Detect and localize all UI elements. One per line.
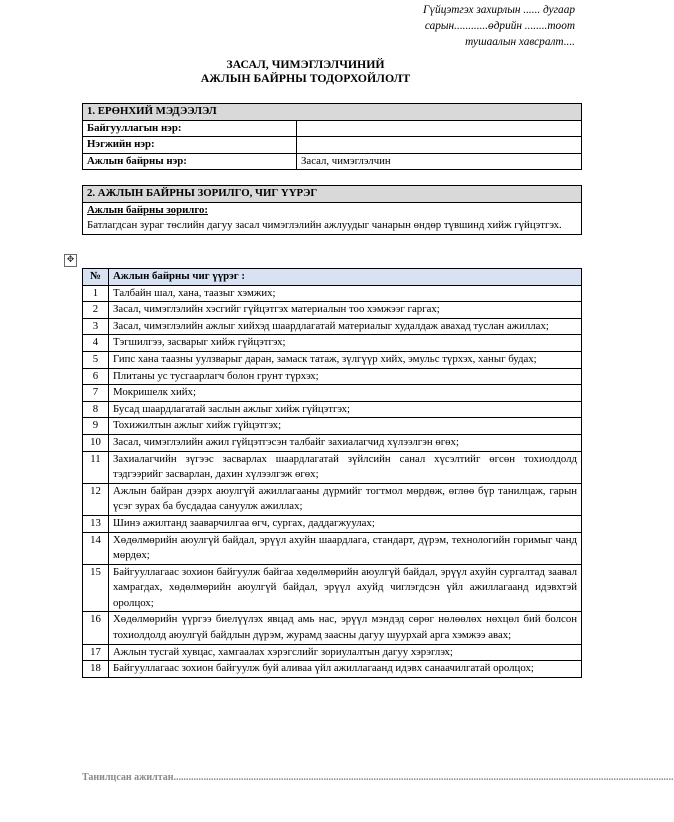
title-line-2: АЖЛЫН БАЙРНЫ ТОДОРХОЙЛОЛТ xyxy=(200,71,411,85)
approval-line-3: тушаалын хавсралт.... xyxy=(465,36,575,48)
duty-number: 13 xyxy=(83,515,109,532)
table-row xyxy=(83,564,582,612)
table-row xyxy=(83,434,582,451)
duty-number: 18 xyxy=(83,661,109,678)
unit-name-label: Нэгжийн нэр: xyxy=(83,137,297,154)
approval-note xyxy=(423,2,575,50)
duty-text: Плитаны ус тусгаарлагч болон грунт түрхэх; xyxy=(109,368,582,385)
duty-number: 4 xyxy=(83,335,109,352)
duty-number: 16 xyxy=(83,612,109,644)
duty-number: 15 xyxy=(83,564,109,612)
duties-header-row xyxy=(83,269,582,286)
duty-number: 5 xyxy=(83,351,109,368)
table-row xyxy=(83,644,582,661)
duty-number: 9 xyxy=(83,418,109,435)
goal-text: Батлагдсан зураг төслийн дагуу засал чимэглэлийн ажлуудыг чанарын өндөр түвшинд хийж гүйцэтгэх. xyxy=(87,219,562,231)
duty-number: 1 xyxy=(83,285,109,302)
table-row xyxy=(83,418,582,435)
duties-body xyxy=(83,285,582,677)
table-row xyxy=(83,302,582,319)
duty-text: Байгууллагаас зохион байгуулж байгаа хөдөлмөрийн аюулгүй байдал, эрүүл ахуйн сургалтад заавал хамрагдах, хөдөлмөрийн аюулгүй байдал, эрүүл ахуйд чиглэгдсэн үйл ажиллагаанд идэвхтэй оролцох; xyxy=(109,564,582,612)
duty-number: 12 xyxy=(83,483,109,515)
duty-text: Засал, чимэглэлийн хэсгийг гүйцэтгэх материалын тоо хэмжээг гаргах; xyxy=(109,302,582,319)
unit-name-value[interactable] xyxy=(297,137,582,154)
table-row xyxy=(83,661,582,678)
goal-table xyxy=(82,185,582,235)
duty-text: Байгууллагаас зохион байгуулж буй аливаа үйл ажиллагаанд идэвх санаачилгатай оролцох; xyxy=(109,661,582,678)
duty-text: Ажлын тусгай хувцас, хамгаалах хэрэгслийг зориулалтын дагуу хэрэглэх; xyxy=(109,644,582,661)
table-row xyxy=(83,515,582,532)
duty-text: Ажлын байран дээрх аюулгүй ажиллагааны дүрмийг тогтмол мөрдөж, өглөө бүр танилцаж, гарын үсэг зурах ба бусдадаа сануулж ажиллах; xyxy=(109,483,582,515)
table-row xyxy=(83,153,582,170)
table-row xyxy=(83,483,582,515)
section-1-heading: 1. ЕРӨНХИЙ МЭДЭЭЛЭЛ xyxy=(83,104,582,121)
table-row xyxy=(83,612,582,644)
goal-cell xyxy=(83,202,582,234)
table-row xyxy=(83,451,582,483)
duty-text: Засал, чимэглэлийн ажил гүйцэтгэсэн талбайг захиалагчид хүлээлгэн өгөх; xyxy=(109,434,582,451)
goal-label: Ажлын байрны зорилго: xyxy=(87,203,208,216)
table-row xyxy=(83,120,582,137)
duty-text: Гипс хана таазны уулзварыг даран, замаск татаж, зүлгүүр хийх, эмульс түрхэх, ханыг будах; xyxy=(109,351,582,368)
duty-text: Талбайн шал, хана, таазыг хэмжих; xyxy=(109,285,582,302)
duty-number: 10 xyxy=(83,434,109,451)
duty-text: Хөдөлмөрийн аюулгүй байдал, эрүүл ахуйн шаардлага, стандарт, дүрэм, технологийн горимыг чанд мөрдөх; xyxy=(109,532,582,564)
duty-number: 3 xyxy=(83,318,109,335)
duty-number: 14 xyxy=(83,532,109,564)
table-row xyxy=(83,137,582,154)
duty-text: Хөдөлмөрийн үүргээ биелүүлэх явцад амь нас, эрүүл мэндэд сөрөг нөлөөлөх нөхцөл бий болсон тохиолдолд аюулгүй байдлын дүрэм, журамд заасны дагуу шуурхай арга хэмжээ авах; xyxy=(109,612,582,644)
duty-number: 8 xyxy=(83,401,109,418)
duty-text: Шинэ ажилтанд зааварчилгаа өгч, сургах, даддагжуулах; xyxy=(109,515,582,532)
table-row xyxy=(83,318,582,335)
table-row xyxy=(83,401,582,418)
duty-text: Мокришелк хийх; xyxy=(109,385,582,402)
table-row xyxy=(83,532,582,564)
duty-text: Тэгшилгээ, засварыг хийж гүйцэтгэх; xyxy=(109,335,582,352)
duty-text: Бусад шаардлагатай заслын ажлыг хийж гүйцэтгэх; xyxy=(109,401,582,418)
number-column-header: № xyxy=(83,269,109,286)
table-row xyxy=(83,335,582,352)
duty-number: 6 xyxy=(83,368,109,385)
document-title xyxy=(0,57,611,85)
acknowledgement-line: Танилцсан ажилтан........................................................................................................................................................................................................ xyxy=(82,772,674,783)
duty-text: Тохижилтын ажлыг хийж гүйцэтгэх; xyxy=(109,418,582,435)
duty-number: 7 xyxy=(83,385,109,402)
approval-line-2: сарын............өдрийн ........тоот xyxy=(424,20,575,32)
duties-table xyxy=(82,268,582,678)
approval-line-1: Гүйцэтгэх захирлын ...... дугаар xyxy=(422,4,575,16)
table-move-handle-icon[interactable]: ✥ xyxy=(64,254,77,267)
duty-number: 2 xyxy=(83,302,109,319)
table-row xyxy=(83,385,582,402)
position-name-label: Ажлын байрны нэр: xyxy=(83,153,297,170)
title-line-1: ЗАСАЛ, ЧИМЭГЛЭЛЧИНИЙ xyxy=(226,57,385,71)
general-info-table xyxy=(82,103,582,170)
duty-text: Захиалагчийн зүгээс засварлах шаардлагатай зүйлсийн санал хүсэлтийг өгсөн тохиолдолд тэдгээрийг засварлан, дахин хүлээлгэж өгөх; xyxy=(109,451,582,483)
table-row xyxy=(83,368,582,385)
organization-name-value[interactable] xyxy=(297,120,582,137)
organization-name-label: Байгууллагын нэр: xyxy=(83,120,297,137)
duty-text: Засал, чимэглэлийн ажлыг хийхэд шаардлагатай материалыг худалдаж авахад туслан ажиллах; xyxy=(109,318,582,335)
duty-number: 17 xyxy=(83,644,109,661)
position-name-value[interactable]: Засал, чимэглэлчин xyxy=(297,153,582,170)
table-row xyxy=(83,351,582,368)
table-row xyxy=(83,285,582,302)
section-2-heading: 2. АЖЛЫН БАЙРНЫ ЗОРИЛГО, ЧИГ ҮҮРЭГ xyxy=(83,186,582,203)
duties-column-header: Ажлын байрны чиг үүрэг : xyxy=(109,269,582,286)
duty-number: 11 xyxy=(83,451,109,483)
